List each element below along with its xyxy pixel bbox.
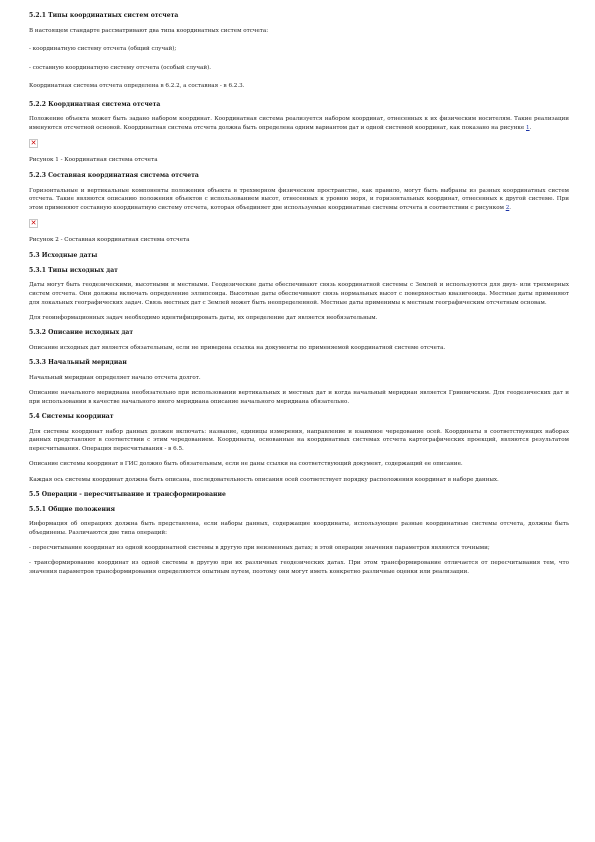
paragraph: Информация об операциях должна быть представлена, если наборы данных, содержащие координаты, использующие разные координатные системы отсчета, должны быть объединены. Различаются две типа операций: <box>29 521 569 536</box>
paragraph: Для системы координат набор данных должен включать: название, единицы измерения, направление и взаимное чередование осей. Координаты в соответствующих наборах данных представляют в соответствии с этим чередованием. Координаты, основанные на координатных системах отсчета картографических проекций, являются результатом пересчитывания. Операция пересчитывания - в 6.5. <box>29 428 569 452</box>
figure-1-link[interactable]: 1 <box>526 124 530 131</box>
figure-2-link[interactable]: 2 <box>505 205 510 212</box>
broken-image-icon: ✕ <box>30 139 37 148</box>
heading-5-2-1: 5.2.1 Типы координатных систем отсчета <box>29 12 179 19</box>
heading-5-3: 5.3 Исходные даты <box>29 252 98 260</box>
paragraph: Положение объекта может быть задано набором координат. Координатная система реализуется набором координат, отнесенных к их физическим носителям. Такие реализации именуются отсчетной основой. Координатная система отсчета должна быть определена одним вариантом дат и одной системой координат, как показано на рисунке 1. <box>29 116 569 131</box>
list-item: - координатную систему отсчета (общий случай); <box>29 46 177 53</box>
paragraph: Каждая ось системы координат должна быть описана, последовательность описания осей соответствует порядку расположения координат в наборе данных. <box>29 476 499 483</box>
paragraph: Даты могут быть геодезическими, высотными и местными. Геодезические даты обеспечивают связь координатной системы с Землей и используются для двух- или трехмерных систем отсчета. Они должны включать определение эллипсоида. Высотные даты обеспечивают связь нормальных высот с поверхностью квазигеоида. Местные даты применяют для локальных географических задач. Связь местных дат с Землей может быть неопределенной. Местные даты применимы к местным географическим отсчетным основам. <box>29 282 569 306</box>
paragraph-text: Положение объекта может быть задано набором координат. Координатная система реализуется набором координат, отнесенных к их физическим носителям. Такие реализации именуются отсчетной основой. Координатная система отсчета должна быть определена одним вариантом дат и одной системой координат, как показано на рисунке <box>29 116 569 131</box>
list-item: - пересчитывание координат из одной координатной системы в другую при неизменных датах; в этой операции значения параметров являются точными; <box>29 545 490 552</box>
figure-caption-2: Рисунок 2 - Составная координатная система отсчета <box>29 237 190 244</box>
paragraph: Горизонтальные и вертикальные компоненты положения объекта в трехмерном физическом пространстве, как правило, могут быть выбраны из разных координатных систем отсчета. Такие являются описанию положения объектов с использованием высот, отнесенных к уровню моря, и горизонтальных координат, отнесенных к другой системе. При этом применяют составную координатную систему отсчета, которая объединяет две используемые координатные системы отсчета в соответствии с рисунком 2. <box>29 187 569 212</box>
heading-5-5-1: 5.5.1 Общие положения <box>29 505 115 513</box>
document-body <box>29 12 569 583</box>
paragraph: Описание исходных дат является обязательным, если не приведена ссылка на документы по применяемой координатной системе отсчета. <box>29 344 446 351</box>
broken-image-icon: ✕ <box>30 219 37 228</box>
heading-5-3-3: 5.3.3 Начальный меридиан <box>29 359 127 367</box>
figure-caption-1: Рисунок 1 - Координатная система отсчета <box>29 157 158 164</box>
paragraph: В настоящем стандарте рассматривают два типа координатных систем отсчета: <box>29 27 269 34</box>
paragraph: Для геоинформационных задач необходимо идентифицировать даты, их определение дат является необязательным. <box>29 315 378 322</box>
heading-5-4: 5.4 Системы координат <box>29 413 114 421</box>
list-item: - трансформирование координат из одной системы в другую при их различных геодезических датах. При этом трансформирование отличается от пересчитывания тем, что значения параметров трансформирования определяются опытным путем, поэтому они могут иметь конкретно различные оценки или реализации. <box>29 560 569 575</box>
paragraph-text: Горизонтальные и вертикальные компоненты положения объекта в трехмерном физическом пространстве, как правило, могут быть выбраны из разных координатных систем отсчета. Такие являются описанию положения объектов с использованием высот, отнесенных к уровню моря, и горизонтальных координат, отнесенных к другой системе. При этом применяют составную координатную систему отсчета, которая объединяет две используемые координатные системы отсчета в соответствии с рисунком <box>29 187 569 212</box>
heading-5-5: 5.5 Операции - пересчитывание и трансформирование <box>29 491 226 499</box>
heading-5-3-1: 5.3.1 Типы исходных дат <box>29 266 118 274</box>
paragraph: Описание системы координат в ГИС должно быть обязательным, если не даны ссылки на соответствующий документ, содержащий ее описание. <box>29 461 463 468</box>
heading-5-2-2: 5.2.2 Координатная система отсчета <box>29 100 161 108</box>
list-item: - составную координатную систему отсчета (особый случай). <box>29 64 212 71</box>
paragraph: Описание начального меридиана необязательно при использовании вертикальных и местных дат и когда начальный меридиан является Гринвичским. Для геодезических дат и при использовании в качестве начального иного меридиана описание начального меридиана обязательно. <box>29 390 569 405</box>
heading-5-3-2: 5.3.2 Описание исходных дат <box>29 329 134 337</box>
paragraph: Начальный меридиан определяет начало отсчета долгот. <box>29 374 201 381</box>
heading-5-2-3: 5.2.3 Составная координатная система отсчета <box>29 172 199 180</box>
paragraph: Координатная система отсчета определена в 6.2.2, а составная - в 6.2.3. <box>29 83 245 90</box>
